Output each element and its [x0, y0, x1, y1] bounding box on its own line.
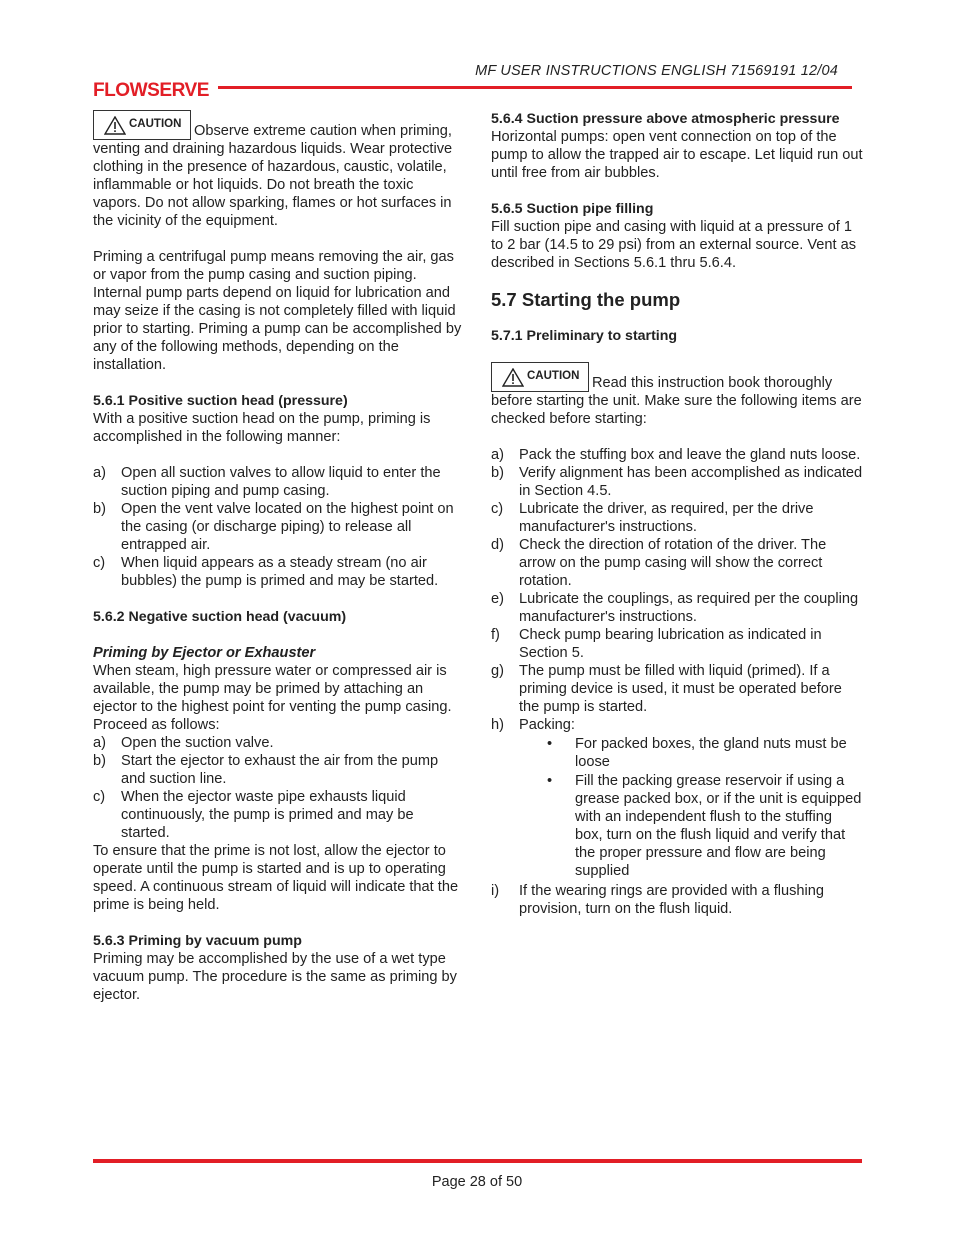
caution-box: [93, 110, 191, 140]
list-item: b) Open the vent valve located on the highest point on the casing (or discharge piping) to release all entrapped air.: [93, 501, 454, 553]
ejector-text: When steam, high pressure water or compressed air is available, the pump may be primed by attaching an ejector to the highest point for venting the pump casing.: [93, 663, 452, 715]
section-5-6-3-text: Priming may be accomplished by the use of a wet type vacuum pump. The procedure is the same as priming by ejector.: [93, 951, 457, 1003]
header-rule: [218, 86, 852, 89]
page-number: Page 28 of 50: [431, 1174, 523, 1190]
list-item: g) The pump must be filled with liquid (primed). If a priming device is used, it must be operated before the pump is started.: [491, 663, 842, 715]
warning-triangle-icon: [104, 116, 126, 135]
caution-text: Observe extreme caution when priming, venting and draining hazardous liquids. Wear protective clothing in the presence of hazardous, caustic, volatile, inflammable or hot liquids. Do not breath the toxic vapors. Do not allow sparking, flames or hot surfaces in the vicinity of the equipment.: [93, 123, 453, 229]
priming-paragraph: Priming a centrifugal pump means removing the air, gas or vapor from the pump casing and suction piping. Internal pump parts depend on liquid for lubrication and may seize if the casing is not completely filled with liquid prior to starting. Priming a pump can be accomplished by any of the following methods, depending on the installation.: [93, 249, 462, 373]
list-item: c) Lubricate the driver, as required, per the drive manufacturer's instructions.: [491, 501, 814, 535]
footer-rule: [93, 1159, 862, 1163]
section-5-6-4-text: Horizontal pumps: open vent connection on top of the pump to allow the trapped air to escape. Let liquid run out until free from air bubbles.: [491, 129, 863, 181]
bullet-item: • For packed boxes, the gland nuts must be loose: [547, 736, 847, 770]
section-5-6-1-title: 5.6.1 Positive suction head (pressure): [93, 393, 348, 409]
list-item: a) Open all suction valves to allow liquid to enter the suction piping and pump casing.: [93, 465, 441, 499]
document-title: MF USER INSTRUCTIONS ENGLISH 71569191 12/04: [475, 63, 838, 79]
list-item: b) Start the ejector to exhaust the air from the pump and suction line.: [93, 753, 439, 787]
warning-triangle-icon: [502, 368, 524, 387]
list-item: a) Pack the stuffing box and leave the gland nuts loose.: [491, 447, 861, 463]
caution-label: CAUTION: [527, 370, 580, 382]
section-5-6-2-title: 5.6.2 Negative suction head (vacuum): [93, 609, 347, 625]
ejector-closing: To ensure that the prime is not lost, allow the ejector to operate until the pump is started and is up to operating speed. A continuous stream of liquid will indicate that the prime is being held.: [93, 843, 459, 913]
list-item: i) If the wearing rings are provided with a flushing provision, turn on the flush liquid.: [491, 883, 825, 917]
section-5-6-4-title: 5.6.4 Suction pressure above atmospheric pressure: [491, 111, 840, 127]
section-5-6-5-text: Fill suction pipe and casing with liquid at a pressure of 1 to 2 bar (14.5 to 29 psi) from an external source. Vent as described in Sections 5.6.1 thru 5.6.4.: [491, 219, 857, 271]
caution-text: Read this instruction book thoroughly before starting the unit. Make sure the following items are checked before starting:: [491, 375, 862, 427]
ejector-subtitle: Priming by Ejector or Exhauster: [93, 645, 316, 661]
section-5-6-3-title: 5.6.3 Priming by vacuum pump: [93, 933, 302, 949]
caution-paragraph-2: [491, 362, 863, 428]
section-5-7-1-title: 5.7.1 Preliminary to starting: [491, 328, 678, 344]
right-column: [491, 110, 863, 918]
logo-text: FLOWSERVE: [93, 80, 209, 100]
caution-paragraph: [93, 110, 465, 230]
section-5-6-1-text: With a positive suction head on the pump, priming is accomplished in the following manner:: [93, 411, 431, 445]
flowserve-logo: [93, 78, 211, 105]
bullet-item: • Fill the packing grease reservoir if using a grease packed box, or if the unit is equipped with an independent flush to the stuffing box, turn on the flush liquid and verify that the proper pressure and flow are being supplied: [547, 773, 862, 879]
list-item: c) When the ejector waste pipe exhausts liquid continuously, the pump is primed and may be started.: [93, 789, 414, 841]
section-5-7-title: 5.7 Starting the pump: [491, 289, 681, 310]
list-item: f) Check pump bearing lubrication as indicated in Section 5.: [491, 627, 822, 661]
list-item: e) Lubricate the couplings, as required per the coupling manufacturer's instructions.: [491, 591, 859, 625]
list-item: b) Verify alignment has been accomplished as indicated in Section 4.5.: [491, 465, 863, 499]
list-item: h) Packing:: [491, 717, 575, 733]
list-item: d) Check the direction of rotation of the driver. The arrow on the pump casing will show the correct rotation.: [491, 537, 827, 589]
section-5-6-5-title: 5.6.5 Suction pipe filling: [491, 201, 654, 217]
list-item: c) When liquid appears as a steady stream (no air bubbles) the pump is primed and may be started.: [93, 555, 439, 589]
proceed-text: Proceed as follows:: [93, 717, 220, 733]
caution-box: [491, 362, 589, 392]
list-item: a) Open the suction valve.: [93, 735, 274, 751]
left-column: [93, 110, 465, 1004]
caution-label: CAUTION: [129, 118, 182, 130]
